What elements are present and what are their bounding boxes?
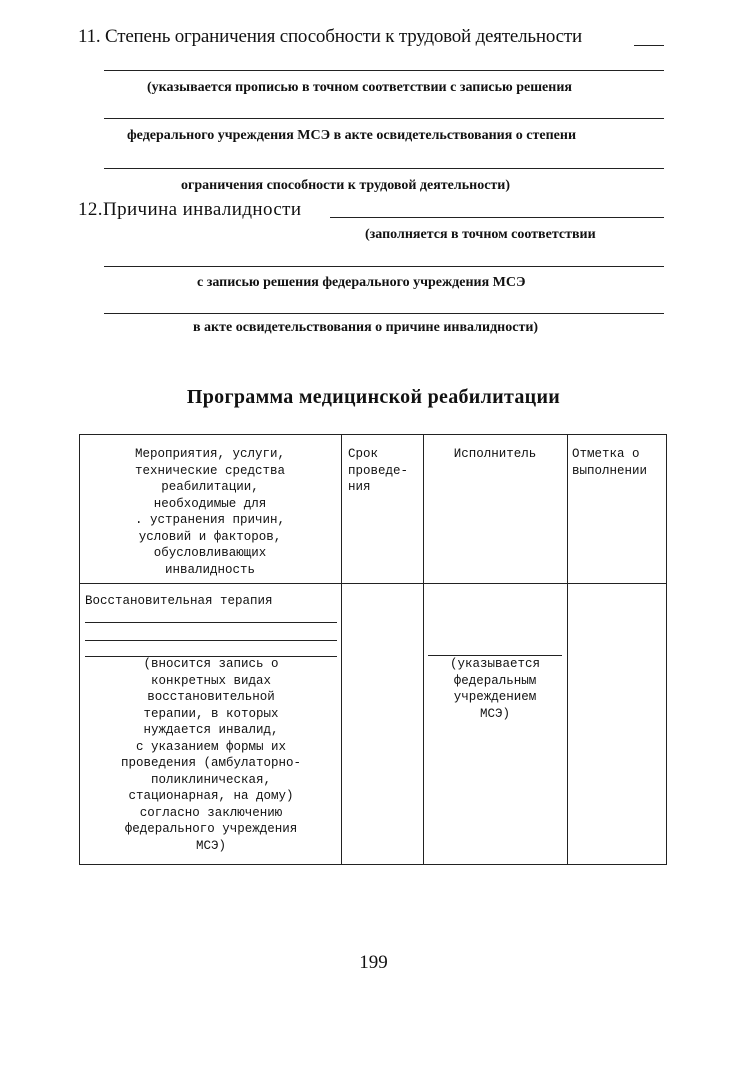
item11-answer-line-1[interactable] bbox=[104, 70, 664, 71]
item11-note-3: ограничения способности к трудовой деятельности) bbox=[181, 178, 511, 193]
table-right-border bbox=[666, 434, 667, 864]
table-col-divider-3 bbox=[567, 434, 568, 864]
item11-answer-line-3[interactable] bbox=[104, 168, 664, 169]
item11-note-2: федерального учреждения МСЭ в акте освидетельствования о степени bbox=[127, 128, 577, 143]
table-left-border bbox=[79, 434, 80, 864]
page-number: 199 bbox=[359, 952, 388, 973]
item11-short-underline[interactable] bbox=[634, 45, 664, 46]
table-col-divider-1 bbox=[341, 434, 342, 864]
table-header-bottom-border bbox=[79, 583, 667, 584]
item12-answer-line-2[interactable] bbox=[104, 313, 664, 314]
restorative-therapy-entry-line-2[interactable] bbox=[85, 640, 337, 641]
item11-answer-line-2[interactable] bbox=[104, 118, 664, 119]
item12-note-3: в акте освидетельствования о причине инвалидности) bbox=[193, 320, 539, 335]
table-header-term: Срок проведе- ния bbox=[348, 447, 409, 494]
item12-note-2: с записью решения федерального учреждения МСЭ bbox=[197, 275, 526, 290]
table-bottom-border bbox=[79, 864, 667, 865]
table-col-divider-2 bbox=[423, 434, 424, 864]
term-cell[interactable] bbox=[343, 586, 421, 862]
restorative-therapy-note: (вносится запись о конкретных видах восстановительной терапии, в которых нуждается инвалид, с указанием формы их проведения (амбулаторно- поликлиническая, стационарная, на дому) согласно заключению федерального учреждения МСЭ) bbox=[120, 657, 302, 853]
executor-note: (указывается федеральным учреждением МСЭ) bbox=[449, 657, 540, 721]
item12-label: 12.Причина инвалидности bbox=[78, 199, 302, 220]
section-title: Программа медицинской реабилитации bbox=[186, 386, 561, 408]
item12-answer-line-1[interactable] bbox=[104, 266, 664, 267]
item11-label: 11. Степень ограничения способности к трудовой деятельности bbox=[78, 26, 582, 47]
completion-mark-cell[interactable] bbox=[569, 586, 664, 862]
item12-answer-line-0[interactable] bbox=[330, 217, 664, 218]
table-row-restorative-therapy-title: Восстановительная терапия bbox=[85, 594, 273, 608]
table-top-border bbox=[79, 434, 667, 435]
table-header-completion-mark: Отметка о выполнении bbox=[572, 447, 648, 478]
table-header-executor: Исполнитель bbox=[453, 447, 537, 461]
table-header-measures: Мероприятия, услуги, технические средства реабилитации, необходимые для . устранения причин, условий и факторов, обусловливающих инвалидность bbox=[134, 447, 286, 577]
item11-note-1: (указывается прописью в точном соответствии с записью решения bbox=[147, 80, 572, 95]
item12-note-1: (заполняется в точном соответствии bbox=[365, 227, 596, 242]
restorative-therapy-entry-line-1[interactable] bbox=[85, 622, 337, 623]
